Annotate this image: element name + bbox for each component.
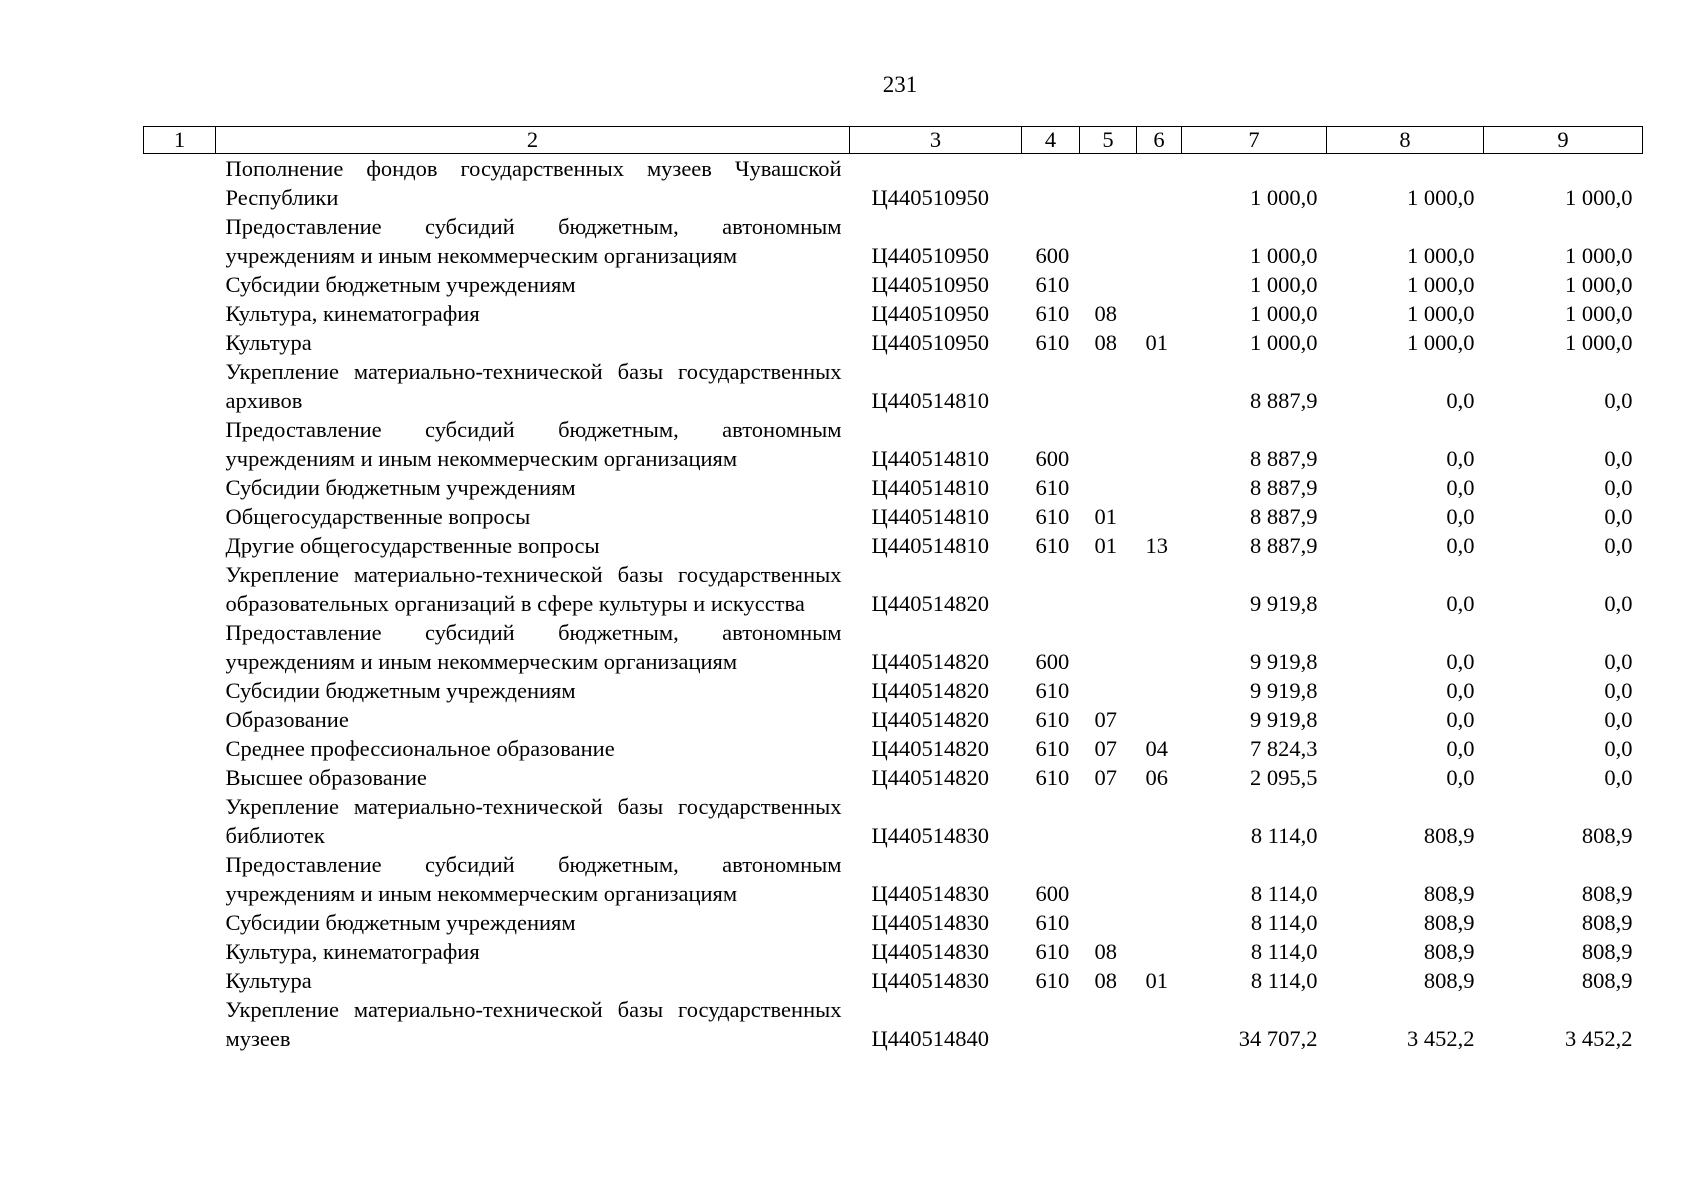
row-name: Укрепление материально-технической базы государственных музеев — [225, 997, 842, 1051]
row-amount-col8: 808,9 — [1423, 968, 1475, 993]
row-subsection: 06 — [1145, 765, 1168, 790]
row-target-article: Ц440510950 — [871, 301, 989, 326]
table-row — [144, 270, 1643, 299]
row-amount-col8: 0,0 — [1446, 475, 1475, 500]
row-section — [1080, 792, 1137, 850]
row-subsection — [1137, 850, 1182, 908]
row-amount-col7: 34 707,2 — [1238, 1026, 1318, 1051]
row-amount-col8: 1 000,0 — [1407, 243, 1475, 268]
row-target-article: Ц440514810 — [871, 475, 989, 500]
row-expense-type — [1022, 792, 1080, 850]
row-amount-col7: 8 887,9 — [1250, 388, 1318, 413]
header-cell-2: 2 — [216, 127, 850, 154]
row-expense-type: 600 — [1035, 881, 1070, 906]
row-index-cell — [144, 850, 216, 908]
row-subsection — [1137, 995, 1182, 1053]
row-section: 08 — [1094, 968, 1117, 993]
row-amount-col8: 808,9 — [1423, 881, 1475, 906]
row-expense-type — [1022, 154, 1080, 213]
row-section — [1080, 850, 1137, 908]
table-row — [144, 937, 1643, 966]
table-row — [144, 154, 1643, 213]
row-target-article: Ц440514830 — [871, 881, 989, 906]
row-name: Предоставление субсидий бюджетным, автономным учреждениям и иным некоммерческим организациям — [225, 214, 842, 268]
row-name: Субсидии бюджетным учреждениям — [225, 475, 576, 500]
row-index-cell — [144, 299, 216, 328]
row-name: Предоставление субсидий бюджетным, автономным учреждениям и иным некоммерческим организациям — [225, 620, 842, 674]
row-expense-type: 600 — [1035, 649, 1070, 674]
row-amount-col9: 1 000,0 — [1565, 185, 1633, 210]
header-cell-4: 4 — [1022, 127, 1080, 154]
row-amount-col7: 8 887,9 — [1250, 446, 1318, 471]
row-amount-col9: 1 000,0 — [1565, 272, 1633, 297]
row-amount-col7: 1 000,0 — [1250, 272, 1318, 297]
row-expense-type: 610 — [1035, 910, 1070, 935]
row-section — [1080, 676, 1137, 705]
row-expense-type: 610 — [1035, 504, 1070, 529]
row-target-article: Ц440514820 — [871, 736, 989, 761]
row-index-cell — [144, 357, 216, 415]
row-name: Субсидии бюджетным учреждениям — [225, 272, 576, 297]
row-name: Культура — [225, 330, 312, 355]
row-subsection — [1137, 560, 1182, 618]
row-name: Субсидии бюджетным учреждениям — [225, 910, 576, 935]
row-name: Субсидии бюджетным учреждениям — [225, 678, 576, 703]
row-index-cell — [144, 328, 216, 357]
row-subsection — [1137, 792, 1182, 850]
row-target-article: Ц440514820 — [871, 591, 989, 616]
row-name: Культура — [225, 968, 312, 993]
row-name: Культура, кинематография — [225, 301, 480, 326]
row-subsection — [1137, 618, 1182, 676]
table-row — [144, 415, 1643, 473]
header-cell-7: 7 — [1182, 127, 1327, 154]
header-cell-3: 3 — [850, 127, 1022, 154]
row-amount-col9: 3 452,2 — [1565, 1026, 1633, 1051]
row-amount-col9: 0,0 — [1604, 388, 1633, 413]
row-amount-col7: 9 919,8 — [1250, 707, 1318, 732]
row-subsection — [1137, 937, 1182, 966]
row-subsection — [1137, 502, 1182, 531]
row-amount-col8: 0,0 — [1446, 533, 1475, 558]
row-target-article: Ц440510950 — [871, 330, 989, 355]
row-amount-col9: 1 000,0 — [1565, 243, 1633, 268]
row-index-cell — [144, 705, 216, 734]
row-amount-col8: 0,0 — [1446, 504, 1475, 529]
table-row — [144, 502, 1643, 531]
row-amount-col8: 1 000,0 — [1407, 185, 1475, 210]
row-amount-col7: 8 114,0 — [1250, 823, 1318, 848]
row-index-cell — [144, 154, 216, 213]
header-cell-6: 6 — [1137, 127, 1182, 154]
row-amount-col7: 8 114,0 — [1250, 910, 1318, 935]
row-amount-col8: 0,0 — [1446, 649, 1475, 674]
row-subsection — [1137, 676, 1182, 705]
row-expense-type: 610 — [1035, 939, 1070, 964]
row-index-cell — [144, 531, 216, 560]
table-row — [144, 763, 1643, 792]
row-section: 08 — [1094, 330, 1117, 355]
row-amount-col7: 1 000,0 — [1250, 185, 1318, 210]
row-subsection: 13 — [1145, 533, 1168, 558]
row-amount-col7: 1 000,0 — [1250, 301, 1318, 326]
row-section — [1080, 908, 1137, 937]
table-row — [144, 792, 1643, 850]
row-amount-col9: 0,0 — [1604, 591, 1633, 616]
table-row — [144, 995, 1643, 1053]
row-expense-type: 610 — [1035, 736, 1070, 761]
row-amount-col9: 808,9 — [1581, 939, 1633, 964]
row-amount-col8: 1 000,0 — [1407, 301, 1475, 326]
table-row — [144, 328, 1643, 357]
row-name: Высшее образование — [225, 765, 427, 790]
row-subsection: 01 — [1145, 968, 1168, 993]
row-expense-type: 600 — [1035, 446, 1070, 471]
row-subsection — [1137, 154, 1182, 213]
row-target-article: Ц440514810 — [871, 504, 989, 529]
row-name: Предоставление субсидий бюджетным, автономным учреждениям и иным некоммерческим организациям — [225, 417, 842, 471]
row-amount-col7: 8 114,0 — [1250, 968, 1318, 993]
row-index-cell — [144, 908, 216, 937]
table-row — [144, 908, 1643, 937]
row-section — [1080, 212, 1137, 270]
row-amount-col7: 1 000,0 — [1250, 243, 1318, 268]
row-name: Пополнение фондов государственных музеев Чувашской Республики — [225, 156, 842, 210]
row-target-article: Ц440514830 — [871, 939, 989, 964]
row-target-article: Ц440514820 — [871, 649, 989, 674]
row-expense-type: 610 — [1035, 272, 1070, 297]
row-amount-col9: 0,0 — [1604, 736, 1633, 761]
row-amount-col8: 1 000,0 — [1407, 272, 1475, 297]
row-amount-col7: 1 000,0 — [1250, 330, 1318, 355]
row-name: Укрепление материально-технической базы государственных библиотек — [225, 794, 842, 848]
row-expense-type: 610 — [1035, 765, 1070, 790]
row-target-article: Ц440514820 — [871, 707, 989, 732]
row-amount-col7: 9 919,8 — [1250, 678, 1318, 703]
row-index-cell — [144, 473, 216, 502]
row-index-cell — [144, 560, 216, 618]
table-row — [144, 473, 1643, 502]
row-index-cell — [144, 502, 216, 531]
header-row — [144, 127, 1643, 154]
row-amount-col9: 808,9 — [1581, 910, 1633, 935]
row-name: Укрепление материально-технической базы государственных архивов — [225, 359, 842, 413]
row-section: 01 — [1094, 504, 1117, 529]
row-index-cell — [144, 995, 216, 1053]
row-amount-col7: 8 887,9 — [1250, 533, 1318, 558]
row-target-article: Ц440514820 — [871, 765, 989, 790]
row-amount-col7: 8 114,0 — [1250, 939, 1318, 964]
row-name: Другие общегосударственные вопросы — [225, 533, 600, 558]
row-index-cell — [144, 676, 216, 705]
budget-table — [143, 126, 1643, 1053]
table-row — [144, 676, 1643, 705]
row-section — [1080, 357, 1137, 415]
row-target-article: Ц440510950 — [871, 185, 989, 210]
table-row — [144, 299, 1643, 328]
row-target-article: Ц440514840 — [871, 1026, 989, 1051]
row-amount-col9: 0,0 — [1604, 504, 1633, 529]
row-amount-col8: 808,9 — [1423, 823, 1475, 848]
row-section: 07 — [1094, 765, 1117, 790]
row-amount-col9: 808,9 — [1581, 881, 1633, 906]
row-amount-col9: 808,9 — [1581, 968, 1633, 993]
row-target-article: Ц440514810 — [871, 388, 989, 413]
row-amount-col9: 0,0 — [1604, 765, 1633, 790]
row-amount-col9: 0,0 — [1604, 649, 1633, 674]
row-amount-col8: 3 452,2 — [1407, 1026, 1475, 1051]
row-index-cell — [144, 937, 216, 966]
row-name: Укрепление материально-технической базы государственных образовательных организаций в сфере культуры и искусства — [225, 562, 842, 616]
row-amount-col8: 0,0 — [1446, 765, 1475, 790]
row-expense-type: 610 — [1035, 678, 1070, 703]
table-row — [144, 618, 1643, 676]
row-amount-col8: 0,0 — [1446, 446, 1475, 471]
row-amount-col9: 808,9 — [1581, 823, 1633, 848]
row-index-cell — [144, 966, 216, 995]
row-amount-col7: 8 887,9 — [1250, 475, 1318, 500]
row-target-article: Ц440514810 — [871, 446, 989, 471]
page-number: 231 — [882, 72, 918, 97]
row-amount-col9: 0,0 — [1604, 678, 1633, 703]
row-section — [1080, 560, 1137, 618]
row-target-article: Ц440514810 — [871, 533, 989, 558]
row-target-article: Ц440510950 — [871, 272, 989, 297]
row-amount-col8: 808,9 — [1423, 939, 1475, 964]
row-amount-col8: 0,0 — [1446, 736, 1475, 761]
row-expense-type: 610 — [1035, 533, 1070, 558]
row-index-cell — [144, 212, 216, 270]
table-body — [144, 154, 1643, 1054]
row-index-cell — [144, 270, 216, 299]
row-index-cell — [144, 618, 216, 676]
row-expense-type — [1022, 995, 1080, 1053]
row-subsection — [1137, 357, 1182, 415]
table-row — [144, 850, 1643, 908]
row-amount-col7: 2 095,5 — [1250, 765, 1318, 790]
row-index-cell — [144, 792, 216, 850]
row-amount-col7: 8 114,0 — [1250, 881, 1318, 906]
table-header — [144, 127, 1643, 154]
header-cell-5: 5 — [1080, 127, 1137, 154]
header-cell-8: 8 — [1327, 127, 1484, 154]
row-subsection: 04 — [1145, 736, 1168, 761]
row-target-article: Ц440510950 — [871, 243, 989, 268]
table-row — [144, 531, 1643, 560]
row-amount-col8: 0,0 — [1446, 678, 1475, 703]
row-name: Образование — [225, 707, 349, 732]
header-cell-9: 9 — [1484, 127, 1643, 154]
row-target-article: Ц440514830 — [871, 968, 989, 993]
table-row — [144, 212, 1643, 270]
row-amount-col8: 0,0 — [1446, 591, 1475, 616]
row-amount-col9: 0,0 — [1604, 707, 1633, 732]
row-target-article: Ц440514830 — [871, 823, 989, 848]
table-row — [144, 357, 1643, 415]
row-section — [1080, 618, 1137, 676]
row-expense-type — [1022, 560, 1080, 618]
row-amount-col8: 0,0 — [1446, 388, 1475, 413]
table-row — [144, 966, 1643, 995]
row-section — [1080, 270, 1137, 299]
row-amount-col7: 7 824,3 — [1250, 736, 1318, 761]
row-section — [1080, 154, 1137, 213]
row-section — [1080, 415, 1137, 473]
row-expense-type: 610 — [1035, 707, 1070, 732]
row-section: 01 — [1094, 533, 1117, 558]
row-amount-col7: 9 919,8 — [1250, 649, 1318, 674]
row-amount-col7: 8 887,9 — [1250, 504, 1318, 529]
row-expense-type — [1022, 357, 1080, 415]
row-subsection — [1137, 705, 1182, 734]
row-subsection — [1137, 473, 1182, 502]
table-row — [144, 560, 1643, 618]
row-amount-col9: 1 000,0 — [1565, 330, 1633, 355]
row-amount-col8: 0,0 — [1446, 707, 1475, 732]
row-name: Общегосударственные вопросы — [225, 504, 531, 529]
row-amount-col7: 9 919,8 — [1250, 591, 1318, 616]
row-index-cell — [144, 734, 216, 763]
row-amount-col8: 1 000,0 — [1407, 330, 1475, 355]
row-section — [1080, 473, 1137, 502]
row-target-article: Ц440514830 — [871, 910, 989, 935]
row-amount-col9: 0,0 — [1604, 533, 1633, 558]
row-section: 07 — [1094, 736, 1117, 761]
row-expense-type: 610 — [1035, 475, 1070, 500]
row-index-cell — [144, 763, 216, 792]
row-amount-col8: 808,9 — [1423, 910, 1475, 935]
table-row — [144, 705, 1643, 734]
row-target-article: Ц440514820 — [871, 678, 989, 703]
row-subsection — [1137, 212, 1182, 270]
row-section: 08 — [1094, 939, 1117, 964]
row-section: 07 — [1094, 707, 1117, 732]
row-name: Среднее профессиональное образование — [225, 736, 615, 761]
table-row — [144, 734, 1643, 763]
row-expense-type: 610 — [1035, 968, 1070, 993]
row-expense-type: 600 — [1035, 243, 1070, 268]
row-amount-col9: 0,0 — [1604, 446, 1633, 471]
header-cell-1: 1 — [144, 127, 216, 154]
row-index-cell — [144, 415, 216, 473]
row-name: Культура, кинематография — [225, 939, 480, 964]
row-subsection — [1137, 270, 1182, 299]
row-subsection: 01 — [1145, 330, 1168, 355]
row-section: 08 — [1094, 301, 1117, 326]
row-amount-col9: 0,0 — [1604, 475, 1633, 500]
row-amount-col9: 1 000,0 — [1565, 301, 1633, 326]
row-name: Предоставление субсидий бюджетным, автономным учреждениям и иным некоммерческим организациям — [225, 852, 842, 906]
row-subsection — [1137, 299, 1182, 328]
row-subsection — [1137, 415, 1182, 473]
row-subsection — [1137, 908, 1182, 937]
row-section — [1080, 995, 1137, 1053]
row-expense-type: 610 — [1035, 301, 1070, 326]
row-expense-type: 610 — [1035, 330, 1070, 355]
